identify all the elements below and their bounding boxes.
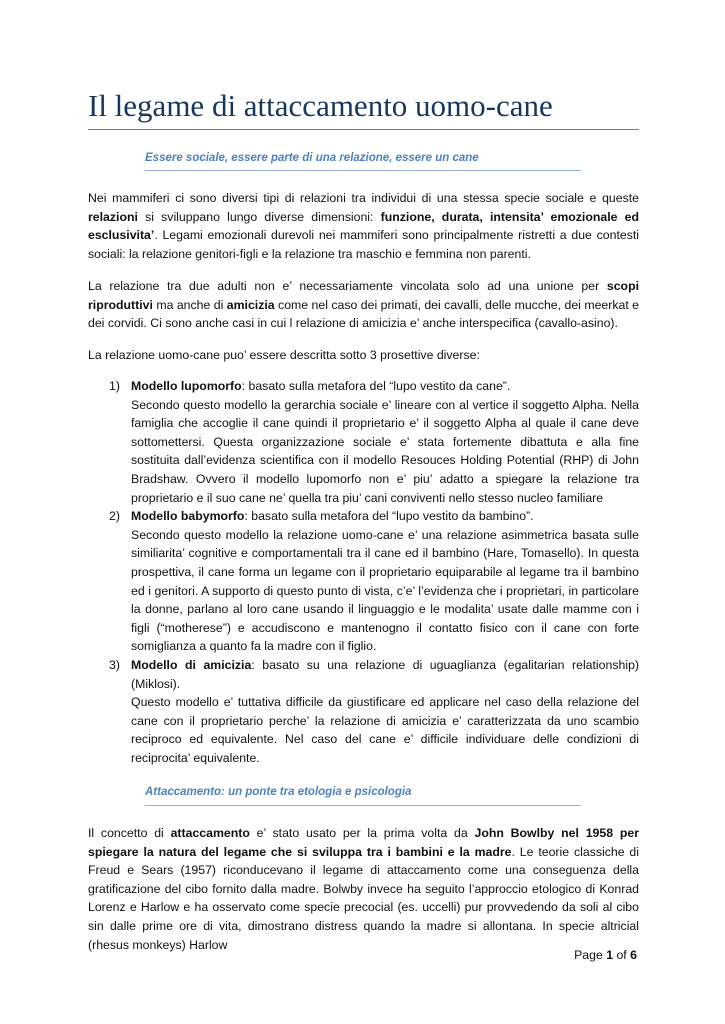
page-word: Page xyxy=(574,948,603,962)
bold-term: funzione, durata, intensita’ emozionale ed esclusivita’ xyxy=(88,209,639,243)
list-number: 1) xyxy=(109,379,120,393)
page-footer xyxy=(574,948,637,962)
bold-term: relazioni xyxy=(88,209,138,224)
models-list xyxy=(88,377,639,767)
paragraph-text: Nei mammiferi ci sono diversi tipi di relazioni tra individui di una stessa specie sociale e queste xyxy=(88,191,639,205)
bold-term: scopi riproduttivi xyxy=(88,279,639,312)
paragraph-mammals xyxy=(88,189,639,263)
model-lead-text: : basato sulla metafora del “lupo vestito da cane”. xyxy=(241,379,511,393)
paragraph-text: . Le teorie classiche di Freud e Sears (1957) riconducevano il legame di attaccamento come una conseguenza della gratificazione del cibo fornito dalla madre. Bolwby invece ha seguito l’approccio etologico di Konrad Lorenz e Harlow e ha osservato come specie precocial (es. uccelli) pur provvedendo da soli al cibo sin dalle prime ore di vita, dimostrano distress quando la madre si allontana. In specie altricial (rhesus monkeys) Harlow xyxy=(88,844,639,952)
model-description: Secondo questo modello la relazione uomo-cane e’ una relazione asimmetrica basata sulle similiarita’ cognitive e comportamentali tra il cane ed il bambino (Hare, Tomasello). In questa prospettiva, il cane forma un legame con il proprietario equiparabile al legame tra il bambino ed i genitori. A supporto di questo punto di vista, c’e’ l’evidenza che i proprietari, in particolare la donne, parlano al loro cane usando il linguaggio e le modalita’ usate dalle mamme con i figli (“motherese”) e accudiscono e mantenogno il contatto fisico con il cane con forte somiglianza a quanto fa la madre con il figlio. xyxy=(131,527,639,654)
page-number: 1 xyxy=(606,948,614,962)
paragraph-text: si sviluppano lungo diverse dimensioni: xyxy=(137,209,381,224)
section-heading-social: Essere sociale, essere parte di una relazione, essere un cane xyxy=(145,152,479,164)
list-item-lead xyxy=(131,377,639,396)
model-name: Modello di amicizia xyxy=(131,657,252,672)
paragraph-text: ma anche di xyxy=(152,297,227,312)
paragraph-text: La relazione tra due adulti non e’ necessariamente vincolata solo ad una unione per xyxy=(88,279,607,293)
list-number: 2) xyxy=(109,509,120,524)
page-total: 6 xyxy=(630,948,637,962)
model-name: Modello lupomorfo xyxy=(131,379,242,393)
paragraph-text: . Legami emozionali durevoli nei mammiferi sono principalmente ristretti a due contesti sociali: la relazione genitori-figli e la relazione tra maschio e femmina non parenti. xyxy=(88,228,639,261)
paragraph-perspectives: La relazione uomo-cane puo’ essere descritta sotto 3 prosettive diverse: xyxy=(88,348,480,362)
list-item-lead xyxy=(131,507,639,526)
model-name: Modello babymorfo xyxy=(131,509,245,524)
paragraph-text: Il concetto di xyxy=(88,826,171,840)
bold-term: attaccamento xyxy=(170,826,250,840)
model-lead-text: : basato sulla metafora del “lupo vestito da bambino”. xyxy=(244,509,534,524)
page-title: Il legame di attaccamento uomo-cane xyxy=(88,88,553,123)
of-word: of xyxy=(616,948,627,962)
paragraph-text: come nel caso dei primati, dei cavalli, delle mucche, dei meerkat e dei corvidi. Ci sono anche casi in cui l relazione di amicizia e’ anche interspecifica (cavallo-asino). xyxy=(88,297,640,331)
section-heading-rule xyxy=(145,805,581,806)
list-number: 3) xyxy=(109,657,120,672)
title-underline xyxy=(88,129,639,130)
section-heading-attachment: Attaccamento: un ponte tra etologia e psicologia xyxy=(145,786,412,798)
list-item-lead xyxy=(131,656,639,693)
section-heading-rule xyxy=(145,170,581,171)
bold-term: John Bowlby nel 1958 per spiegare la natura del legame che si sviluppa tra i bambini e la madre xyxy=(88,826,639,859)
model-description: Secondo questo modello la gerarchia sociale e’ lineare con al vertice il soggetto Alpha. Nella famiglia che accoglie il cane quindi il proprietario e’ il soggetto Alpha al quale il cane deve sottomettersi. Questa organizzazione sociale e’ stata fortemente dibattuta e alla fine sostituita dall’evidenza scientifica con il modello Resouces Holding Potential (RHP) di John Bradshaw. Ovvero il modello lupomorfo non e’ piu’ adatto a spiegare la relazione tra proprietario e il suo cane ne’ quella tra piu’ cani conviventi nello stesso nucleo familiare xyxy=(131,397,639,505)
list-item xyxy=(88,507,639,656)
list-item xyxy=(88,656,639,768)
list-item xyxy=(88,377,639,507)
model-description: Questo modello e’ tuttativa difficile da giustificare ed applicare nel caso della relazione del cane con il proprietario perche’ la relazione di amicizia e’ caratterizzata da uno scambio reciproco ed equivalente. Nel caso del cane e’ difficile individuare delle condizioni di reciprocita’ equivalente. xyxy=(131,695,639,765)
bold-term: amicizia xyxy=(226,297,275,312)
model-lead-text: : basato su una relazione di uguaglianza (egalitarian relationship) (Miklosi). xyxy=(131,657,639,691)
paragraph-friendship xyxy=(88,277,639,333)
paragraph-bowlby xyxy=(88,824,639,954)
paragraph-text: e’ stato usato per la prima volta da xyxy=(249,826,475,840)
